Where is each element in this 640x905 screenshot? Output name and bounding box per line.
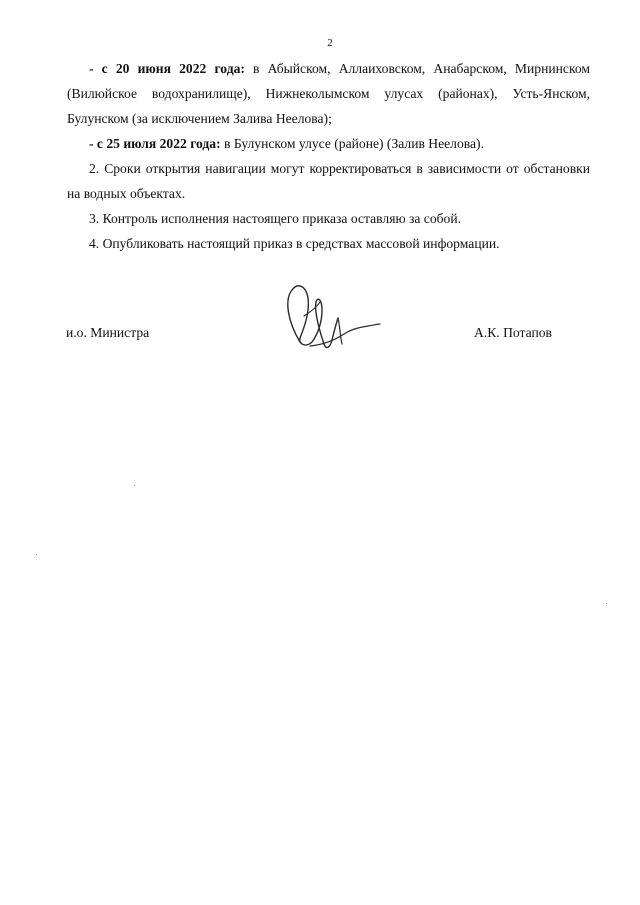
scan-speck — [134, 485, 135, 486]
scan-speck — [606, 603, 607, 604]
paragraph-navigation-july — [67, 131, 590, 156]
scan-speck — [36, 554, 37, 555]
paragraph-navigation-june — [67, 56, 590, 131]
signer-name: А.К. Потапов — [474, 325, 552, 340]
paragraph-item-3: 3. Контроль исполнения настоящего приказа оставляю за собой. — [89, 211, 462, 226]
paragraph-text-july: в Булунском улусе (районе) (Залив Неелова). — [220, 136, 484, 151]
signature-block — [0, 310, 640, 370]
paragraph-text-june: в Абыйском, Аллаиховском, Анабарском, Мирнинском (Вилюйское водохранилище), Нижнеколымском улусах (районах), Усть-Янском, Булунском (за исключением Залива Неелова); — [67, 61, 590, 126]
handwritten-signature — [270, 282, 390, 362]
paragraph-item-2: 2. Сроки открытия навигации могут корректироваться в зависимости от обстановки на водных объектах. — [67, 161, 590, 201]
paragraph-item-4: 4. Опубликовать настоящий приказ в средствах массовой информации. — [89, 236, 500, 251]
date-july: - с 25 июля 2022 года: — [89, 136, 221, 151]
date-june: - с 20 июня 2022 года: — [89, 61, 245, 76]
page-number: 2 — [327, 37, 333, 49]
signer-title: и.о. Министра — [66, 325, 150, 340]
